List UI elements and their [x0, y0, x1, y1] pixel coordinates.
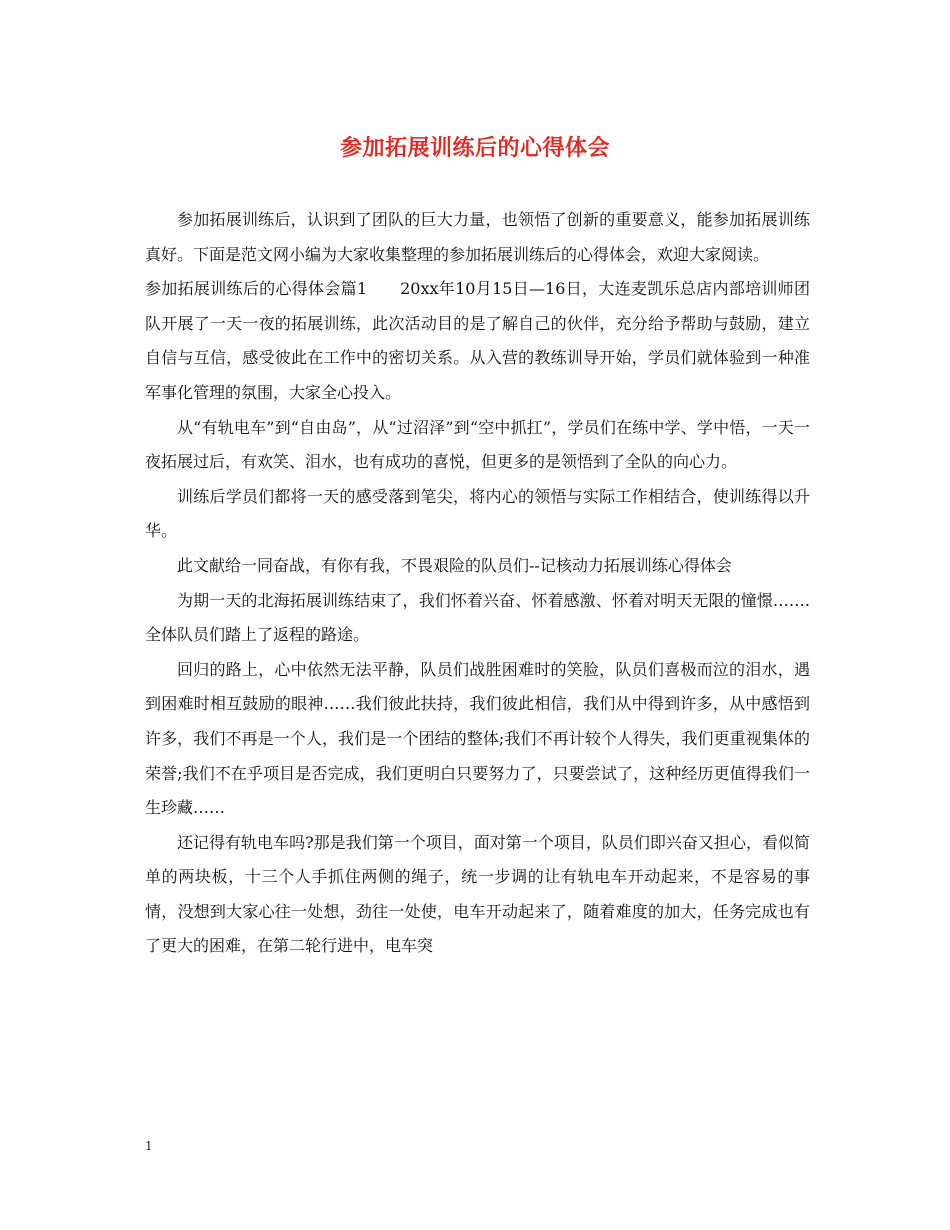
paragraph: 此文献给一同奋战，有你有我，不畏艰险的队员们--记核动力拓展训练心得体会 — [177, 555, 732, 575]
document-title: 参加拓展训练后的心得体会 — [339, 135, 610, 161]
paragraph-section-1: 参加拓展训练后的心得体会篇1 20xx年10月15日—16日，大连麦凯乐总店内部培训师团队开展了一天一夜的拓展训练，此次活动目的是了解自己的伙伴，充分给予帮助与鼓励，建立自信与互信，感受彼此在工作中的密切关系。从入营的教练训导开始，学员们就体验到一种准军事化管理的氛围，大家全心投入。 — [145, 279, 810, 402]
paragraph: 训练后学员们都将一天的感受落到笔尖，将内心的领悟与实际工作相结合，使训练得以升华。 — [145, 486, 810, 541]
paragraph: 回归的路上，心中依然无法平静，队员们战胜困难时的笑脸，队员们喜极而泣的泪水，遇到困难时相互鼓励的眼神……我们彼此扶持，我们彼此相信，我们从中得到许多，从中感悟到许多，我们不再是一个人，我们是一个团结的整体;我们不再计较个人得失，我们更重视集体的荣誉;我们不在乎项目是否完成，我们更明白只要努力了，只要尝试了，这种经历更值得我们一生珍藏…… — [145, 659, 810, 818]
document-body — [145, 203, 810, 964]
paragraph: 为期一天的北海拓展训练结束了，我们怀着兴奋、怀着感激、怀着对明天无限的憧憬…….全体队员们踏上了返程的路途。 — [145, 590, 810, 645]
paragraph: 还记得有轨电车吗?那是我们第一个项目，面对第一个项目，队员们即兴奋又担心，看似简单的两块板，十三个人手抓住两侧的绳子，统一步调的让有轨电车开动起来，不是容易的事情，没想到大家心往一处想，劲往一处使，电车开动起来了，随着难度的加大，任务完成也有了更大的困难，在第二轮行进中，电车突 — [145, 832, 810, 956]
paragraph-intro: 参加拓展训练后，认识到了团队的巨大力量，也领悟了创新的重要意义，能参加拓展训练真好。下面是范文网小编为大家收集整理的参加拓展训练后的心得体会，欢迎大家阅读。 — [145, 210, 810, 264]
page-number: 1 — [145, 1139, 153, 1153]
paragraph: 从“有轨电车”到“自由岛”，从“过沼泽”到“空中抓扛”，学员们在练中学、学中悟，一天一夜拓展过后，有欢笑、泪水，也有成功的喜悦，但更多的是领悟到了全队的向心力。 — [145, 417, 810, 472]
